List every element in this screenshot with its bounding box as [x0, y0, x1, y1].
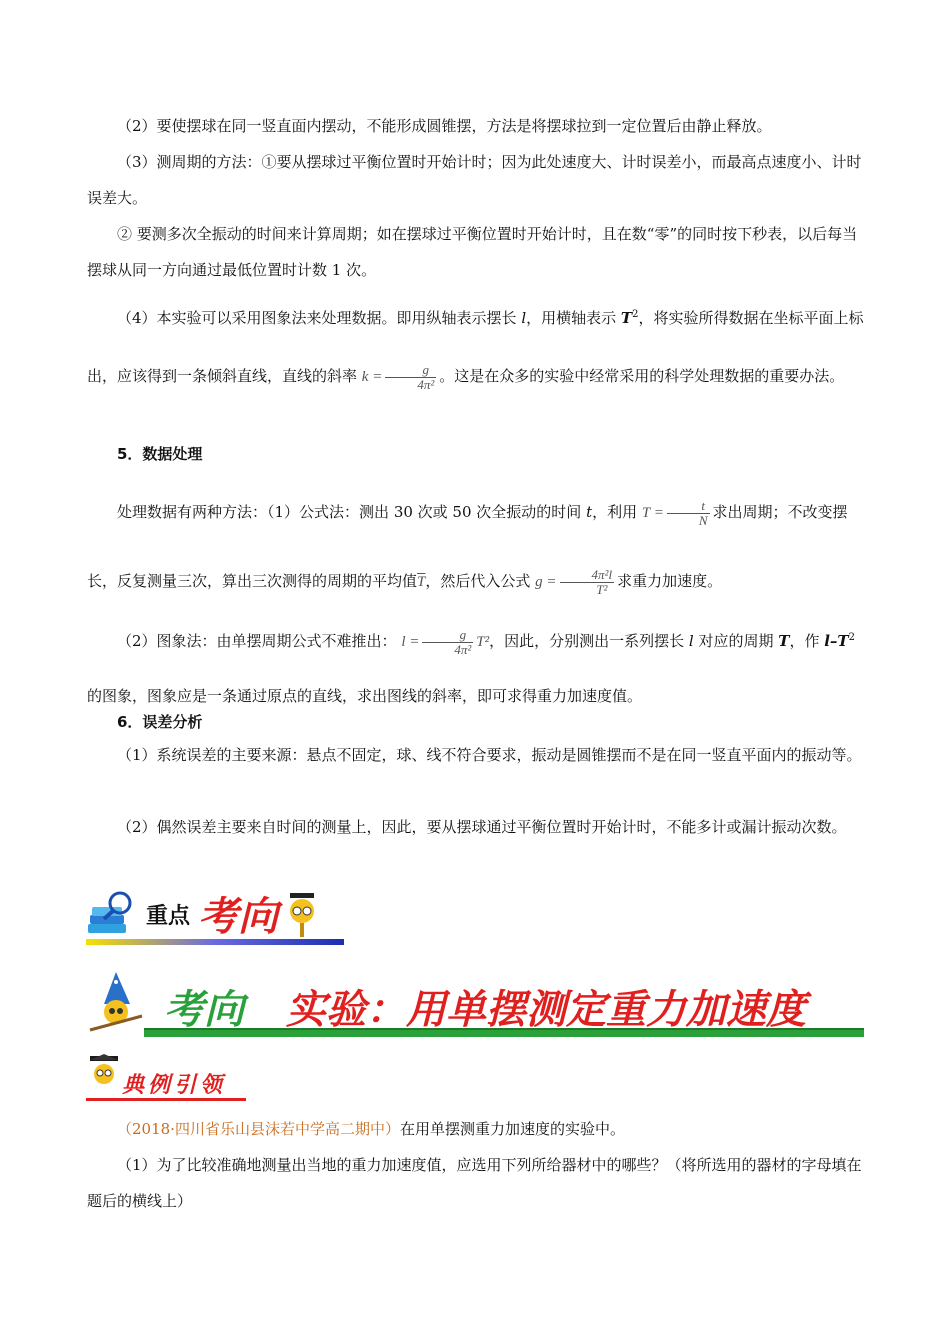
banner-topic-label: 考向	[164, 986, 244, 1033]
formula-mean-period: $\overline{T}$	[417, 574, 426, 590]
text-segment: ，用横轴表示	[526, 309, 621, 327]
text-segment: 处理数据有两种方法：（1）公式法：测出 30 次或 50 次全振动的时间	[117, 503, 587, 521]
text-segment: ，然后代入公式	[425, 572, 531, 590]
banner-example	[86, 1054, 248, 1104]
para-release-method: （2）要使摆球在同一竖直面内摆动，不能形成圆锥摆，方法是将摆球拉到一定位置后由静止释放。	[117, 117, 772, 135]
example-source: （2018·四川省乐山县沫若中学高二期中）	[117, 1120, 400, 1138]
formula-denominator: N	[698, 513, 708, 529]
formula-denominator: 4π²	[454, 642, 472, 658]
formula-numerator: t	[667, 499, 710, 514]
text-segment: 求重力加速度。	[617, 572, 723, 590]
formula-length	[401, 627, 490, 658]
banner-example-label: 典例引领	[122, 1072, 227, 1098]
para-multi-oscillation: ② 要测多次全振动的时间来计算周期；如在摆球过平衡位置时开始计时，且在数“零”的同时按下秒表，以后每当摆球从同一方向通过最低位置时计数 1 次。	[87, 225, 858, 279]
example-intro-text: 在用单摆测重力加速度的实验中。	[399, 1120, 625, 1138]
formula-lhs: g =	[535, 574, 557, 590]
var-T: T	[620, 309, 633, 327]
var-t: t	[586, 503, 593, 521]
formula-k	[361, 362, 439, 393]
text-segment: （4）本实验可以采用图象法来处理数据。即用纵轴表示摆长	[117, 309, 522, 327]
formula-lhs: T =	[641, 505, 664, 521]
formula-numerator: g	[385, 363, 436, 378]
formula-denominator: T²	[596, 582, 608, 598]
question-part-1: （1）为了比较准确地测量出当地的重力加速度值，应选用下列所给器材中的哪些？（将所选用的器材的字母填在题后的横线上）	[87, 1156, 862, 1210]
banner-key-topics	[86, 885, 348, 949]
para-period-method: （3）测周期的方法：①要从摆球过平衡位置时开始计时；因为此处速度大、计时误差小，而最高点速度小、计时误差大。	[87, 153, 862, 207]
formula-numerator: 4π²l	[560, 568, 615, 583]
para-systematic-error: （1）系统误差的主要来源：悬点不固定，球、线不符合要求，振动是圆锥摆而不是在同一竖直平面内的振动等。	[117, 746, 862, 764]
para-random-error: （2）偶然误差主要来自时间的测量上，因此，要从摆球通过平衡位置时开始计时，不能多计或漏计振动次数。	[117, 818, 847, 836]
para-graph-method: （4）本实验可以采用图象法来处理数据。即用纵轴表示摆长 l，用横轴表示 $T^2$，将实验所得数据在坐标平面上标出，应该得到一条倾斜直线，直线的斜率 k = $\frac{g}{\text{4π²}}$ 。这是在众多的实验中经常采用的科学处理数据的重要办法。	[87, 309, 864, 393]
banner-topic-title	[86, 970, 868, 1040]
text-segment: ，作	[789, 632, 825, 650]
text-segment: 求出周期；不改变摆长，反复测量三次，算出三次测得的周期的平均值	[87, 503, 848, 590]
formula-lhs: l =	[401, 634, 420, 650]
example-intro	[87, 1111, 867, 1147]
text-segment: 的图象，图象应是一条通过原点的直线，求出图线的斜率，即可求得重力加速度值。	[87, 687, 643, 705]
banner-label-small: 重点	[146, 903, 191, 929]
formula-denominator: 4π²	[417, 377, 435, 393]
para-formula-method	[87, 478, 867, 616]
section-heading-data-processing: 5．数据处理	[117, 445, 203, 463]
formula-rhs: T²	[476, 634, 490, 650]
var-l: l	[521, 309, 527, 327]
banner-label-big: 考向	[198, 893, 278, 940]
formula-numerator: g	[422, 628, 473, 643]
para-graph-processing: （2）图象法：由单摆周期公式不难推出： l = $\frac{g}{\text{4π²}}$ T²，因此，分别测出一系列摆长 l 对应的周期 T，作 $l-T^2$ 的图象，图象应是一条通过原点的直线，求出图线的斜率，即可求得重力加速度值。	[87, 627, 855, 705]
formula-lhs: k =	[361, 369, 383, 385]
text-segment: 。这是在众多的实验中经常采用的科学处理数据的重要办法。	[439, 367, 845, 385]
formula-gravity	[535, 567, 617, 598]
var-l-T: l–T	[824, 632, 849, 650]
text-segment: ，因此，分别测出一系列摆长	[489, 632, 689, 650]
banner-topic-heading: 实验：用单摆测定重力加速度	[286, 986, 806, 1033]
text-segment: （2）图象法：由单摆周期公式不难推出：	[117, 632, 397, 650]
text-segment: 对应的周期	[693, 632, 779, 650]
var-T: T	[778, 632, 790, 650]
var-l: l	[688, 632, 694, 650]
text-segment: ，将实验所得数据在坐标平面上标出，应该得到一条倾斜直线，直线的斜率	[87, 309, 864, 385]
text-segment: ，利用	[592, 503, 638, 521]
formula-period	[641, 498, 713, 529]
section-heading-error-analysis: 6．误差分析	[117, 713, 203, 731]
